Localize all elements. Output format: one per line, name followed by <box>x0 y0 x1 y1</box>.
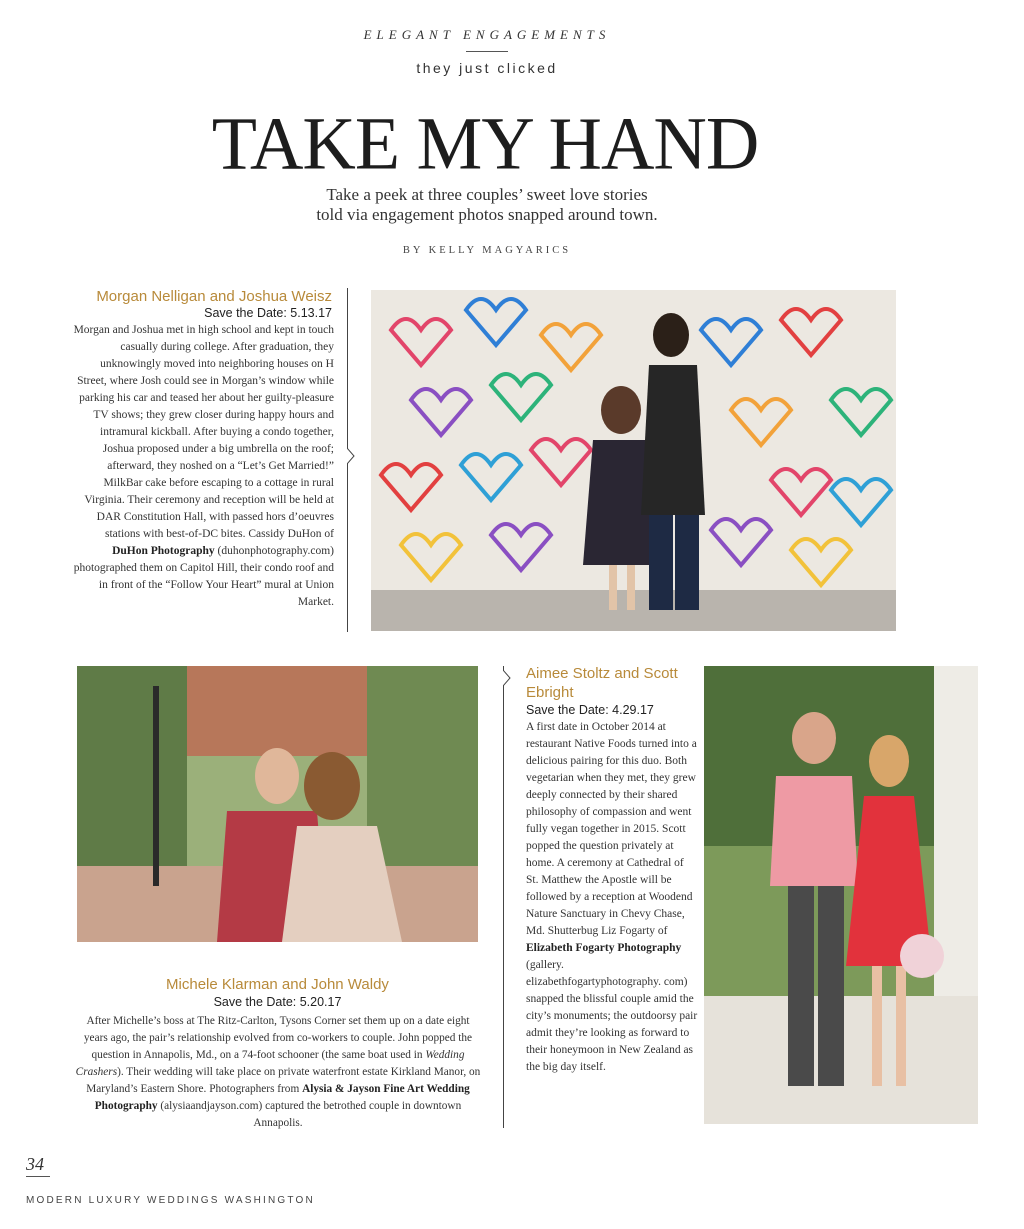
couple-2-save-date: Save the Date: 5.20.17 <box>213 995 342 1009</box>
couple-2-names: Michele Klarman and John Waldy <box>166 976 389 993</box>
section-divider <box>466 51 508 52</box>
couple-3-names: Aimee Stoltz and Scott Ebright <box>526 665 678 701</box>
couple-3-save-date: Save the Date: 4.29.17 <box>526 703 654 717</box>
couple-1-story: Morgan and Joshua met in high school and kept in touch casually during college. After graduation, they unknowingly moved into neighboring houses on H Street, where Josh could see in Morgan’s window while parking his car and teased her about her guilty-pleasure TV shows; they grew closer during happy hours and intramural kickball. After buying a condo together, Joshua proposed under a big umbrella on the roof; afterward, they noshed on a “Let’s Get Married!” MilkBar cake before escaping to a cottage in rural Virginia. Their ceremony and reception will be held at DAR Constitution Hall, with passed hors d’oeuvres stations with best-of-DC bites. Cassidy DuHon of DuHon Photography (duhonphotography.com) photographed them on Capitol Hill, their condo roof and in front of the “Follow Your Heart” mural at Union Market. <box>73 324 334 608</box>
chevron-right-icon <box>503 670 511 686</box>
article-headline: TAKE MY HAND <box>211 102 759 186</box>
couple-3-photographer: Elizabeth Fogarty Photography <box>526 942 682 954</box>
page-number: 34 <box>26 1154 44 1174</box>
couple-2-film-title: Wedding Crashers <box>75 1049 465 1078</box>
couple-1-photographer: DuHon Photography <box>112 545 215 557</box>
subsection-title: they just clicked <box>416 60 558 76</box>
folio-divider <box>26 1176 50 1177</box>
couple-2-photographer: Alysia & Jayson Fine Art Wedding Photography <box>94 1083 470 1112</box>
couple-3-story: A first date in October 2014 at restaurant Native Foods turned into a delicious pairing for this duo. Both vegetarian when they met, they grew deeply connected by their shared philosophy of compassion and went fully vegan together in 2015. Scott popped the question privately at home. A ceremony at Cathedral of St. Matthew the Apostle will be followed by a reception at Woodend Nature Sanctuary in Chevy Chase, Md. Shutterbug Liz Fogarty of Elizabeth Fogarty Photography (gallery. elizabethfogartyphotography. com) snapped the blissful couple amid the city’s monuments; the outdoorsy pair admit they’re looking as forward to their honeymoon in New Zealand as the big day itself. <box>526 721 698 1073</box>
deck-line-2: told via engagement photos snapped around town. <box>316 205 658 224</box>
deck-line-1: Take a peek at three couples’ sweet love stories <box>326 185 648 204</box>
section-label: ELEGANT ENGAGEMENTS <box>363 27 611 42</box>
publication-footer: MODERN LUXURY WEDDINGS WASHINGTON <box>26 1195 315 1206</box>
photo-kissing-couple <box>77 666 478 942</box>
article-deck <box>0 185 974 225</box>
column-rule <box>503 666 504 1128</box>
photo-monument-couple <box>704 666 978 1124</box>
couple-2-story: After Michelle’s boss at The Ritz-Carlton, Tysons Corner set them up on a date eight years ago, the pair’s relationship evolved from co-workers to couple. John popped the question in Annapolis, Md., on a 74-foot schooner (the same boat used in Wedding Crashers). Their wedding will take place on private waterfront estate Kirkland Manor, on Maryland’s Eastern Shore. Photographers from Alysia & Jayson Fine Art Wedding Photography (alysiaandjayson.com) captured the betrothed couple in downtown Annapolis. <box>75 1015 481 1129</box>
photo-heart-mural-couple <box>371 290 896 631</box>
chevron-right-icon <box>347 448 355 464</box>
couple-1-names: Morgan Nelligan and Joshua Weisz <box>96 288 332 305</box>
couple-1-save-date: Save the Date: 5.13.17 <box>204 306 332 320</box>
byline: BY KELLY MAGYARICS <box>402 245 572 256</box>
